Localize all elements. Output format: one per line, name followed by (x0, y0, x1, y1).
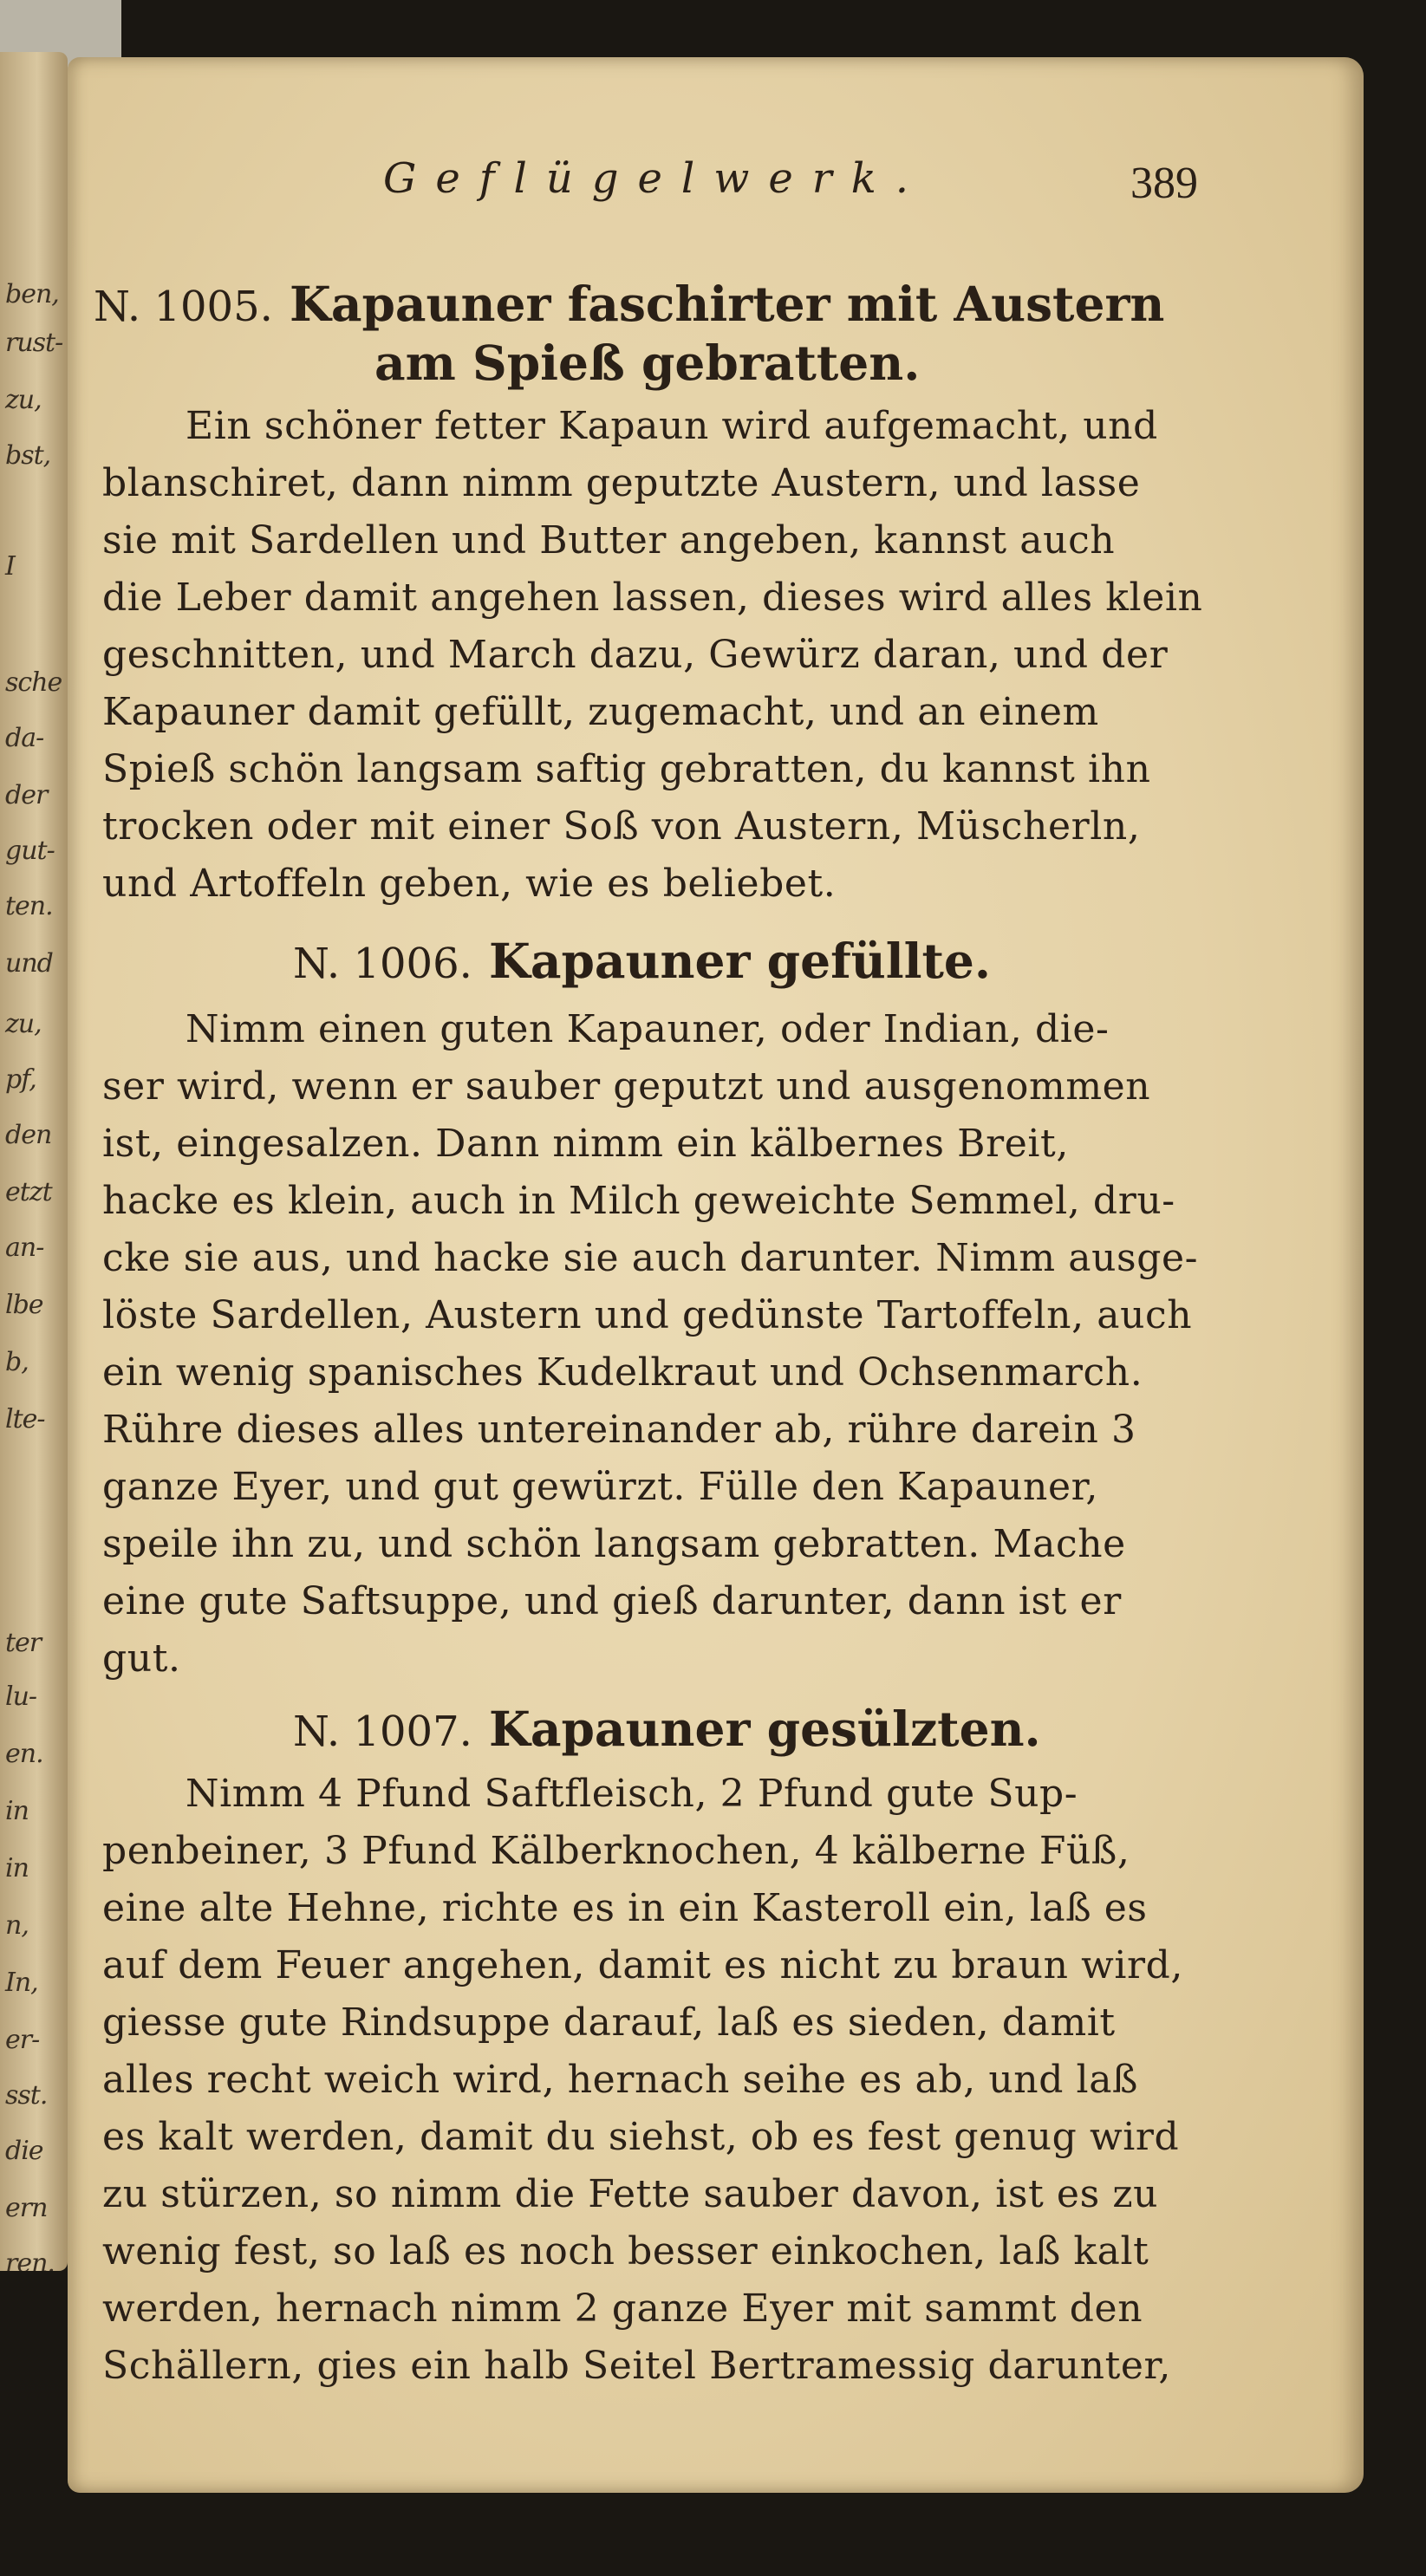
entry-title-line: Kapauner gefüllte. (489, 933, 992, 989)
entry-title-1007 (293, 1701, 1041, 1757)
running-head: Geflügelwerk. (383, 154, 928, 203)
body-line: die Leber damit angehen lassen, dieses wird alles klein (102, 576, 1203, 620)
body-line: wenig fest, so laß es noch besser einkochen, laß kalt (102, 2229, 1149, 2274)
body-line: ist, eingesalzen. Dann nimm ein kälbernes Breit, (102, 1122, 1069, 1166)
facing-page-fragment: ern (5, 2193, 48, 2223)
facing-page-fragment: In, (5, 1968, 38, 1998)
entry-number: N. 1005. (94, 283, 273, 331)
body-line: speile ihn zu, und schön langsam gebratten. Mache (102, 1522, 1126, 1566)
facing-page-fragment: bst, (5, 440, 51, 471)
page-number: 389 (1130, 159, 1198, 208)
facing-page-fragment: an- (5, 1233, 44, 1263)
facing-page-fragment: der (5, 780, 48, 810)
facing-page-fragment: pf, (5, 1064, 36, 1095)
entry-title-line: Kapauner gesülzten. (489, 1701, 1041, 1757)
facing-page-fragment: den (5, 1120, 52, 1150)
body-line: werden, hernach nimm 2 ganze Eyer mit sammt den (102, 2287, 1143, 2331)
body-line: es kalt werden, damit du siehst, ob es fest genug wird (102, 2115, 1180, 2159)
facing-page-fragment: rust- (5, 328, 63, 358)
page-text-block (94, 57, 1273, 2493)
body-line: penbeiner, 3 Pfund Kälberknochen, 4 kälberne Füß, (102, 1829, 1130, 1873)
body-line: cke sie aus, und hacke sie auch darunter. Nimm ausge- (102, 1236, 1199, 1280)
facing-page-fragment: sche (5, 667, 62, 698)
facing-page-fragment: n, (5, 1910, 29, 1941)
facing-page-fragment: lbe (5, 1290, 43, 1320)
body-line: auf dem Feuer angehen, damit es nicht zu braun wird, (102, 1943, 1184, 1987)
facing-page-fragment: in (5, 1853, 29, 1883)
body-line: ganze Eyer, und gut gewürzt. Fülle den Kapauner, (102, 1465, 1098, 1509)
facing-page-fragment: ten. (5, 891, 53, 921)
body-line: ein wenig spanisches Kudelkraut und Ochsenmarch. (102, 1350, 1143, 1395)
facing-page-fragment: sst. (5, 2080, 48, 2111)
entry-title-1005 (94, 276, 1164, 332)
facing-page-fragment: ben, (5, 279, 59, 309)
facing-page-fragment: zu, (5, 1009, 42, 1039)
facing-page-fragment: er- (5, 2025, 40, 2055)
book-page (68, 57, 1364, 2493)
body-line: sie mit Sardellen und Butter angeben, kannst auch (102, 518, 1116, 563)
entry-title-line: am Spieß gebratten. (374, 335, 921, 391)
body-line: Spieß schön langsam saftig gebratten, du kannst ihn (102, 747, 1151, 791)
facing-page-fragment: I (5, 551, 15, 582)
entry-number: N. 1007. (293, 1708, 472, 1756)
body-line: gut. (102, 1636, 181, 1681)
body-line: und Artoffeln geben, wie es beliebet. (102, 862, 837, 906)
body-line: Kapauner damit gefüllt, zugemacht, und an einem (102, 690, 1099, 734)
body-line: Ein schöner fetter Kapaun wird aufgemacht, und (186, 404, 1158, 448)
facing-page-fragment: etzt (5, 1177, 52, 1207)
facing-page-fragment: zu, (5, 385, 42, 415)
facing-page-fragment: lte- (5, 1404, 45, 1434)
body-line: Schällern, gies ein halb Seitel Bertramessig darunter, (102, 2344, 1171, 2388)
entry-title-1006 (293, 933, 991, 989)
body-line: Rühre dieses alles untereinander ab, rühre darein 3 (102, 1408, 1136, 1452)
body-line: löste Sardellen, Austern und gedünste Tartoffeln, auch (102, 1293, 1193, 1337)
body-line: zu stürzen, so nimm die Fette sauber davon, ist es zu (102, 2172, 1159, 2216)
facing-page-fragment: b, (5, 1347, 29, 1377)
body-line: alles recht weich wird, hernach seihe es ab, und laß (102, 2058, 1139, 2102)
entry-number: N. 1006. (293, 940, 472, 988)
facing-page-edge (0, 52, 68, 2271)
body-line: hacke es klein, auch in Milch geweichte Semmel, dru- (102, 1179, 1175, 1223)
body-line: trocken oder mit einer Soß von Austern, Müscherln, (102, 804, 1141, 849)
body-line: eine gute Saftsuppe, und gieß darunter, dann ist er (102, 1579, 1122, 1623)
body-line: blanschiret, dann nimm geputzte Austern, und lasse (102, 461, 1141, 505)
body-line: ser wird, wenn er sauber geputzt und ausgenommen (102, 1064, 1151, 1109)
body-line: Nimm einen guten Kapauner, oder Indian, die- (186, 1007, 1110, 1051)
facing-page-fragment: und (5, 948, 53, 979)
facing-page-fragment: gut- (5, 836, 55, 866)
facing-page-fragment: en. (5, 1739, 43, 1769)
body-line: geschnitten, und March dazu, Gewürz daran, und der (102, 633, 1169, 677)
facing-page-fragment: ren. (5, 2248, 55, 2271)
facing-page-fragment: die (5, 2136, 43, 2166)
facing-page-fragment: ter (5, 1628, 42, 1658)
facing-page-fragment: in (5, 1796, 29, 1826)
body-line: Nimm 4 Pfund Saftfleisch, 2 Pfund gute Sup- (186, 1772, 1078, 1816)
entry-title-line: Kapauner faschirter mit Austern (290, 276, 1165, 332)
facing-page-fragment: lu- (5, 1682, 37, 1712)
body-line: eine alte Hehne, richte es in ein Kasteroll ein, laß es (102, 1886, 1148, 1930)
facing-page-fragment: da- (5, 723, 44, 753)
body-line: giesse gute Rindsuppe darauf, laß es sieden, damit (102, 2000, 1116, 2045)
